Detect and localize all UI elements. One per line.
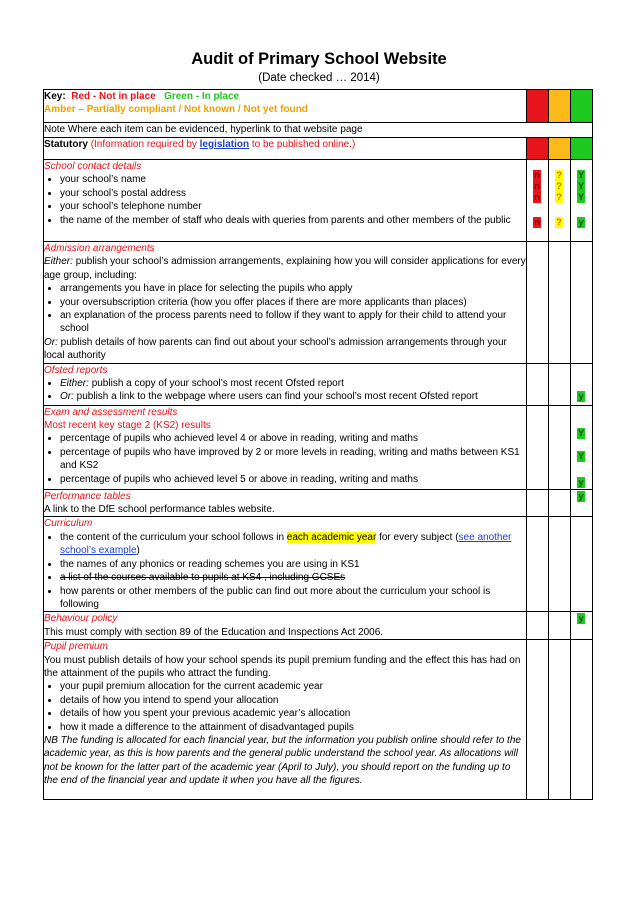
exams-amber-cell (549, 405, 571, 489)
contact-heading: School contact details (44, 161, 142, 172)
statutory-heading (44, 138, 527, 160)
curriculum-green-cell (571, 517, 593, 612)
behaviour-amber-cell (549, 612, 571, 640)
premium-text: You must publish details of how your school spends its pupil premium funding and the effect this has had on the attainment of the pupils who attract the funding. (44, 654, 521, 679)
exams-section (44, 405, 527, 489)
curriculum-section (44, 517, 527, 612)
admissions-amber-cell (549, 242, 571, 364)
item-text: for every subject ( (379, 531, 459, 543)
status-mark: ? (556, 192, 562, 203)
either-label: Either: (44, 256, 73, 268)
list-item-struck: • a list of the courses available to pupils at KS4 , including GCSEs (60, 571, 526, 584)
exams-heading: Exam and assessment results (44, 406, 178, 418)
example-link[interactable]: see another school’s example (60, 531, 512, 557)
list-item: • the name of the member of staff who deals with queries from parents and other members of the public (60, 214, 526, 227)
page-title: Audit of Primary School Website (191, 50, 447, 68)
list-item: • your school’s postal address (60, 187, 526, 200)
item-text: publish a link to the webpage where users can find your school’s most recent Ofsted report (76, 391, 478, 403)
status-mark: n (534, 217, 540, 228)
status-mark: n (534, 192, 540, 203)
exams-green-cell (571, 405, 593, 489)
either-label: Either: (60, 378, 89, 390)
either-text: publish your school’s admission arrangements, explaining how you will consider applications for every age group, including: (44, 256, 526, 281)
curriculum-list (44, 531, 526, 611)
list-item (60, 377, 526, 390)
statutory-amber-swatch (549, 138, 571, 160)
behaviour-section (44, 612, 527, 640)
status-mark: Y (577, 192, 585, 203)
status-mark: Y (577, 170, 585, 181)
key-red-word: Red (71, 91, 91, 102)
premium-amber-cell (549, 640, 571, 800)
status-mark: n (534, 181, 540, 192)
list-item: • percentage of pupils who have improved by 2 or more levels in reading, writing and maths between KS1 and KS2 (60, 446, 526, 473)
statutory-green-swatch (571, 138, 593, 160)
status-mark: y (578, 476, 584, 488)
contact-red-cell (527, 160, 549, 242)
exams-list (44, 432, 526, 486)
key-dash-green: - (192, 91, 202, 102)
behaviour-text: This must comply with section 89 of the Education and Inspections Act 2006. (44, 626, 384, 638)
list-item (60, 531, 526, 558)
list-item: • your school’s name (60, 173, 526, 186)
performance-text: A link to the DfE school performance tables website. (44, 504, 275, 516)
curriculum-red-cell (527, 517, 549, 612)
key-amber-swatch (549, 90, 571, 123)
contact-amber-cell (549, 160, 571, 242)
status-mark: y (578, 490, 584, 502)
list-item: • the names of any phonics or reading schemes you are using in KS1 (60, 558, 526, 571)
premium-green-cell (571, 640, 593, 800)
key-red-swatch (527, 90, 549, 123)
statutory-label: Statutory (44, 139, 88, 150)
status-mark: Y (577, 181, 585, 192)
status-mark: n (534, 170, 540, 181)
key-red-text: Not in place (99, 91, 156, 102)
key-green-word: Green (164, 91, 193, 102)
performance-red-cell (527, 489, 549, 517)
list-item: • arrangements you have in place for selecting the pupils who apply (60, 282, 526, 295)
list-item: • how parents or other members of the public can find out more about the curriculum your school is following (60, 585, 526, 612)
performance-section (44, 489, 527, 517)
premium-heading: Pupil premium (44, 641, 108, 653)
premium-nb: NB The funding is allocated for each financial year, but the information you publish online should refer to the academic year, as this is how parents and the general public understand the school year. As allocations will not be known for the latter part of the academic year (April to July), you should report on the funding up to the end of the financial year and update it when you have all the figures. (44, 734, 521, 787)
list-item: • an explanation of the process parents need to follow if they want to apply for their child to attend your school (60, 309, 526, 336)
status-mark: Y (577, 450, 585, 462)
highlighted-text: each academic year (286, 531, 377, 543)
item-text: the content of the curriculum your school follows in (60, 531, 284, 543)
premium-red-cell (527, 640, 549, 800)
audit-table (43, 89, 593, 800)
list-item: • your school’s telephone number (60, 200, 526, 213)
status-mark: y (578, 217, 584, 228)
exams-subheading: Most recent key stage 2 (KS2) results (44, 420, 211, 432)
key-green-text: In place (201, 91, 240, 102)
list-item: • how it made a difference to the attainment of disadvantaged pupils (60, 721, 526, 734)
list-item: • percentage of pupils who achieved level 4 or above in reading, writing and maths (60, 432, 526, 445)
performance-amber-cell (549, 489, 571, 517)
legislation-link[interactable]: legislation (199, 139, 250, 150)
status-mark: y (578, 390, 584, 402)
curriculum-heading: Curriculum (44, 518, 93, 530)
statutory-red-swatch (527, 138, 549, 160)
list-item: • percentage of pupils who achieved level 5 or above in reading, writing and maths (60, 473, 526, 486)
status-mark: ? (556, 181, 562, 192)
key-line-1 (44, 90, 526, 103)
contact-section (44, 160, 527, 242)
performance-heading: Performance tables (44, 490, 131, 502)
statutory-post: to be published online.) (251, 139, 356, 150)
admissions-section (44, 242, 527, 364)
curriculum-amber-cell (549, 517, 571, 612)
behaviour-heading: Behaviour policy (44, 613, 118, 625)
or-label: Or: (44, 336, 58, 348)
list-item: • details of how you spent your previous academic year’s allocation (60, 707, 526, 720)
ofsted-amber-cell (549, 363, 571, 405)
list-item: • your oversubscription criteria (how you offer places if there are more applicants than places) (60, 296, 526, 309)
contact-green-cell (571, 160, 593, 242)
ofsted-list (44, 377, 526, 404)
exams-red-cell (527, 405, 549, 489)
key-amber-line: Amber – Partially compliant / Not known / Not yet found (44, 104, 308, 116)
behaviour-red-cell (527, 612, 549, 640)
key-green-swatch (571, 90, 593, 123)
admissions-red-cell (527, 242, 549, 364)
status-mark: Y (577, 427, 585, 439)
item-text: publish a copy of your school’s most recent Ofsted report (91, 378, 344, 390)
key-dash-red: - (90, 91, 100, 102)
key-cell (44, 90, 527, 123)
page-subtitle: (Date checked … 2014) (258, 72, 380, 84)
key-label: Key: (44, 91, 66, 102)
item-text: ) (136, 545, 140, 557)
or-label: Or: (60, 391, 74, 403)
status-mark: ? (556, 170, 562, 181)
or-text: publish details of how parents can find out about your school’s admission arrangements through your local authority (44, 336, 507, 362)
premium-list (44, 680, 526, 734)
contact-list (44, 173, 526, 227)
admissions-green-cell (571, 242, 593, 364)
ofsted-heading: Ofsted reports (44, 364, 108, 376)
status-mark: y (578, 613, 584, 625)
admissions-list (44, 282, 526, 336)
list-item: • your pupil premium allocation for the current academic year (60, 680, 526, 693)
admissions-or (44, 336, 526, 363)
performance-green-cell (571, 489, 593, 517)
ofsted-green-cell (571, 363, 593, 405)
premium-section (44, 640, 527, 800)
ofsted-section (44, 363, 527, 405)
ofsted-red-cell (527, 363, 549, 405)
list-item (60, 390, 526, 403)
statutory-pre: (Information required by (90, 139, 197, 150)
list-item: • details of how you intend to spend your allocation (60, 694, 526, 707)
admissions-heading: Admission arrangements (44, 243, 155, 254)
status-mark: ? (556, 217, 562, 228)
note-cell: Note Where each item can be evidenced, hyperlink to that website page (44, 123, 593, 138)
behaviour-green-cell (571, 612, 593, 640)
admissions-either (44, 255, 526, 282)
